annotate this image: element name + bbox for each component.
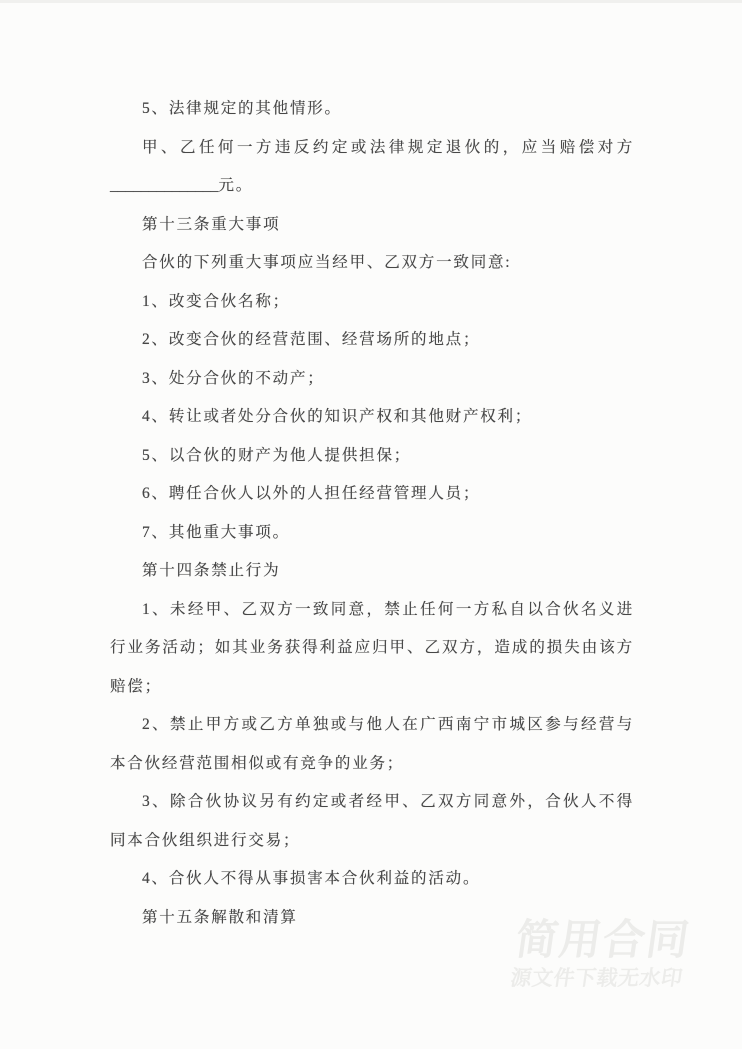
contract-line (110, 860, 634, 899)
page-top-edge (0, 0, 742, 3)
line-text: 第十三条重大事项 (142, 215, 281, 233)
contract-line (110, 90, 634, 129)
line-text: 4、合伙人不得从事损害本合伙利益的活动。 (142, 870, 481, 887)
line-text: 同本合伙组织进行交易； (110, 831, 301, 849)
line-text: 3、除合伙协议另有约定或者经甲、乙双方同意外，合伙人不得 (142, 793, 634, 810)
line-text: 1、改变合伙名称； (142, 292, 290, 310)
contract-line (110, 398, 634, 437)
contract-line (110, 706, 634, 745)
watermark-subtitle: 源文件下载无水印 (508, 967, 685, 990)
line-text: 4、转让或者处分合伙的知识产权和其他财产权利； (142, 408, 533, 425)
line-text: 3、处分合伙的不动产； (142, 369, 325, 387)
contract-line (110, 129, 634, 168)
watermark-title: 简用合同 (512, 916, 694, 963)
contract-line (110, 283, 634, 322)
contract-line (110, 206, 634, 245)
line-text: 第十五条解散和清算 (142, 908, 298, 926)
contract-body-text (110, 90, 634, 937)
contract-line (110, 629, 634, 668)
line-text: 本合伙经营范围相似或有竞争的业务； (110, 754, 405, 772)
line-text: 7、其他重大事项。 (142, 523, 290, 541)
line-text: 元。 (218, 177, 254, 194)
line-text: 赔偿； (110, 677, 162, 695)
contract-line (110, 437, 634, 476)
line-text: 2、改变合伙的经营范围、经营场所的地点； (142, 331, 481, 348)
line-text: 1、未经甲、乙双方一致同意，禁止任何一方私自以合伙名义进 (142, 600, 634, 618)
line-text: 合伙的下列重大事项应当经甲、乙双方一致同意: (142, 254, 512, 271)
line-text: 行业务活动；如其业务获得利益应归甲、乙双方，造成的损失由该方 (110, 639, 634, 656)
contract-line (110, 668, 634, 707)
line-text: 甲、乙任何一方违反约定或法律规定退伙的，应当赔偿对方 (142, 138, 634, 156)
contract-line (110, 244, 634, 283)
contract-line (110, 321, 634, 360)
contract-line (110, 745, 634, 784)
contract-line (110, 822, 634, 861)
contract-line (110, 591, 634, 630)
line-text: 第十四条禁止行为 (142, 562, 281, 579)
contract-line (110, 783, 634, 822)
contract-line (110, 475, 634, 514)
line-text: 2、禁止甲方或乙方单独或与他人在广西南宁市城区参与经营与 (142, 716, 634, 733)
contract-line (110, 360, 634, 399)
line-text: 6、聘任合伙人以外的人担任经营管理人员； (142, 485, 481, 502)
contract-line (110, 167, 634, 206)
line-text: 5、以合伙的财产为他人提供担保； (142, 446, 412, 464)
watermark (508, 916, 694, 990)
contract-line (110, 552, 634, 591)
line-text: 5、法律规定的其他情形。 (142, 100, 342, 117)
blank-underline: ______________ (110, 177, 219, 194)
contract-line (110, 514, 634, 553)
